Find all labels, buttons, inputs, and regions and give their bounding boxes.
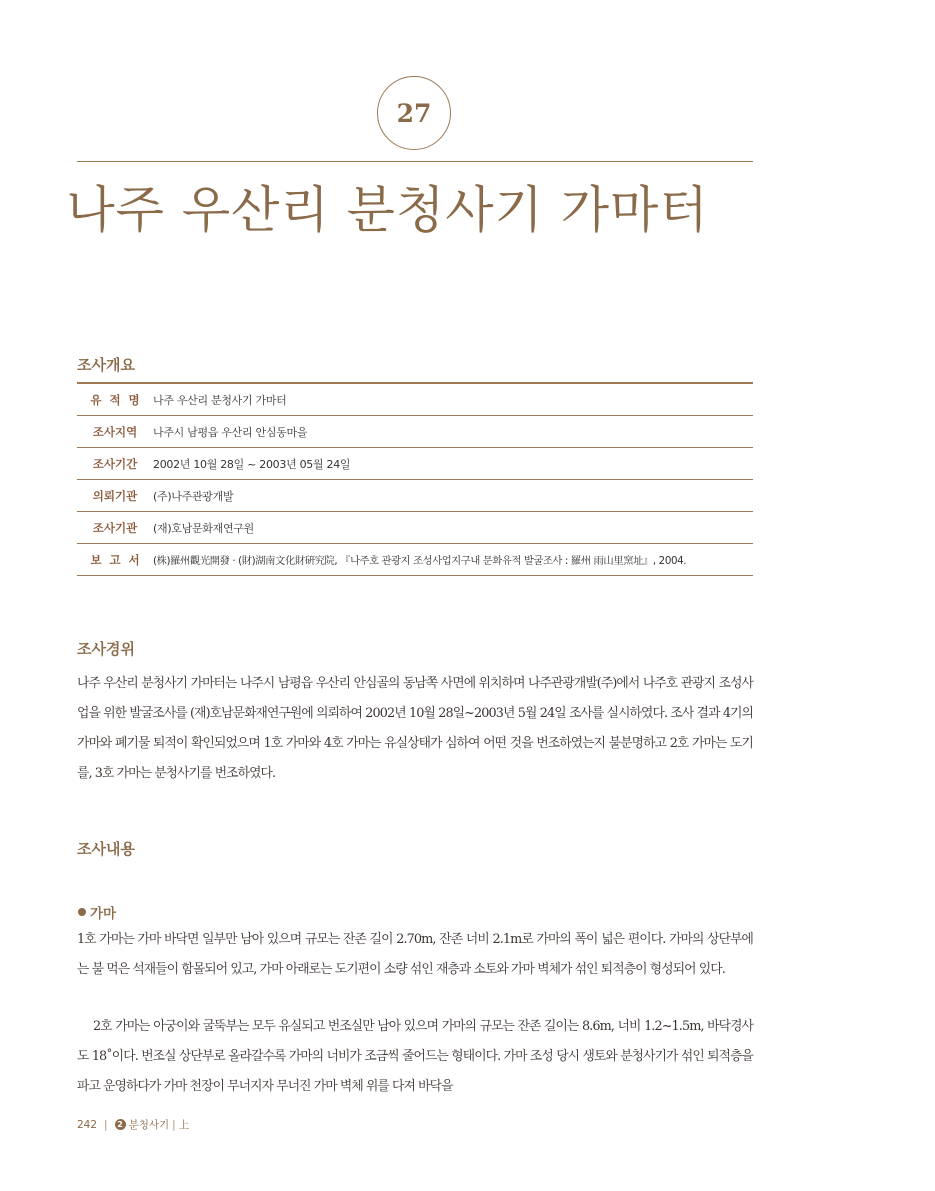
kiln-paragraph-1: 1호 가마는 가마 바닥면 일부만 남아 있으며 규모는 잔존 길이 2.70m, 잔존 너비 2.1m로 가마의 폭이 넓은 편이다. 가마의 상단부에는 불 먹은 석재들이 함몰되어 있고, 가마 아래로는 도기편이 소량 섞인 재층과 소토와 가마 벽체가 섞인 퇴적층이 형성되어 있다.	[77, 932, 753, 977]
chapter-number: 27	[396, 98, 432, 128]
overview-value: (주)나주관광개발	[153, 489, 234, 503]
content-heading: 조사내용	[77, 840, 135, 858]
background-paragraph: 나주 우산리 분청사기 가마터는 나주시 남평읍 우산리 안심골의 동남쪽 사면에 위치하며 나주관광개발(주)에서 나주호 관광지 조성사업을 위한 발굴조사를 (재)호남문화재연구원에 의뢰하여 2002년 10월 28일~2003년 5월 24일 조사를 실시하였다. 조사 결과 4기의 가마와 폐기물 퇴적이 확인되었으며 1호 가마와 4호 가마는 유실상태가 심하여 어떤 것을 번조하였는지 불분명하고 2호 가마는 도기를, 3호 가마는 분청사기를 번조하였다.	[77, 676, 753, 781]
overview-row-client	[77, 480, 753, 512]
background-heading: 조사경위	[77, 640, 135, 658]
overview-label: 유 적 명	[90, 392, 140, 407]
page-title: 나주 우산리 분청사기 가마터	[66, 181, 709, 239]
book-part: 上	[178, 1119, 190, 1131]
kiln-subheading-text: 가마	[90, 906, 117, 922]
overview-row-report	[77, 544, 753, 576]
bullet-icon	[78, 908, 86, 916]
footer-separator: |	[172, 1118, 176, 1131]
overview-row-period	[77, 448, 753, 480]
overview-row-location	[77, 416, 753, 448]
overview-row-site-name	[77, 384, 753, 416]
overview-value: (株)羅州觀光開發 · (財)湖南文化財硏究院, 『나주호 관광지 조성사업지구내 문화유적 발굴조사 : 羅州 雨山里窯址』, 2004.	[153, 555, 687, 567]
overview-label: 의뢰기관	[92, 488, 138, 503]
kiln-paragraph-2: 2호 가마는 아궁이와 굴뚝부는 모두 유실되고 번조실만 남아 있으며 가마의 규모는 잔존 길이는 8.6m, 너비 1.2~1.5m, 바닥경사도 18˚이다. 번조실 상단부로 올라갈수록 가마의 너비가 조금씩 줄어드는 형태이다. 가마 조성 당시 생토와 분청사기가 섞인 퇴적층을 파고 운영하다가 가마 천장이 무너지자 무너진 가마 벽체 위를 다져 바닥을	[77, 1019, 753, 1094]
chapter-number-badge	[377, 76, 451, 150]
overview-value: (재)호남문화재연구원	[153, 521, 254, 535]
overview-row-institution	[77, 512, 753, 544]
kiln-subheading	[78, 902, 116, 922]
overview-value: 나주 우산리 분청사기 가마터	[153, 393, 287, 407]
overview-label: 조사기관	[92, 520, 138, 535]
title-divider	[77, 161, 753, 162]
page-number: 242	[77, 1118, 98, 1131]
overview-label: 조사기간	[92, 456, 138, 471]
overview-value: 2002년 10월 28일 ~ 2003년 05월 24일	[153, 457, 351, 471]
overview-heading: 조사개요	[77, 356, 135, 374]
overview-table	[77, 382, 753, 576]
volume-badge-icon: 2	[115, 1119, 126, 1130]
footer-separator: |	[104, 1118, 108, 1131]
book-title: 분청사기	[128, 1119, 170, 1131]
overview-label: 보 고 서	[90, 552, 140, 567]
page-footer	[77, 1117, 189, 1132]
overview-value: 나주시 남평읍 우산리 안심동마을	[153, 425, 308, 439]
overview-label: 조사지역	[92, 424, 138, 439]
